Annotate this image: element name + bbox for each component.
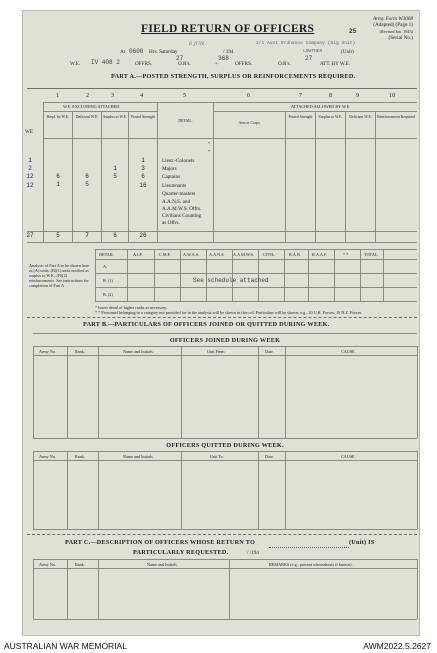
we-value-lt-col: 1 [28, 157, 32, 164]
strength-col-other: * * [343, 252, 349, 257]
table-rule [33, 529, 417, 530]
table-col-line [258, 346, 259, 438]
divider [27, 317, 417, 318]
posted-value-lieutenants: 16 [139, 181, 147, 189]
strength-col-cmf: C.M.F. [159, 252, 171, 257]
table-rule [27, 242, 417, 243]
ors2-value: 27 [305, 55, 313, 62]
quitted-col-date: Date. [265, 454, 274, 459]
rank-captains: Captains [162, 174, 181, 181]
rank-quarter-masters: Quarter-masters [162, 190, 196, 197]
part-c-col-name: Name and Initials. [147, 562, 178, 567]
rank-civilians: Civilians Counting [162, 213, 202, 220]
header-att-surplus: Surplus to W.E. [318, 115, 343, 119]
unit-label: (Unit) [341, 49, 354, 55]
table-rule [33, 333, 417, 334]
table-col-line [285, 451, 286, 529]
rank-lieut-colonels: Lieut.-Colonels [162, 158, 195, 164]
strength-detail-label: DETAIL [99, 252, 114, 257]
date-year: / 194 [223, 49, 234, 55]
we-value-captains: 12 [26, 173, 34, 181]
table-rule [33, 559, 417, 560]
col4-value-lieutenants: 5 [113, 173, 117, 181]
table-rule [95, 301, 417, 302]
form-reference [373, 16, 413, 41]
header-surplus-we: Surplus to W.E. [103, 115, 127, 119]
table-col-line [334, 249, 335, 301]
table-col-line [33, 451, 34, 529]
table-col-line [308, 249, 309, 301]
joined-col-cause: CAUSE. [341, 349, 356, 354]
footnote-1: * Insert detail of higher ranks as necessary. [95, 305, 168, 310]
part-b-title: PART B.—PARTICULARS OF OFFICERS JOINED OR QUITTED DURING WEEK. [83, 321, 330, 328]
header-deficient-we: Deficient W.E. [75, 115, 99, 119]
col-number-1: 1 [56, 92, 60, 99]
header-posted-strength: Posted Strength [131, 115, 155, 119]
table-rule [33, 619, 417, 620]
table-rule [43, 138, 417, 139]
joined-col-name: Name and Initials. [123, 349, 154, 354]
we-label: W.E. [70, 61, 81, 67]
table-col-line [417, 559, 418, 619]
quitted-title: OFFICERS QUITTED DURING WEEK. [166, 442, 284, 449]
part-c-col-remarks: REMARKS (e.g., present whereabouts if known). [269, 562, 353, 567]
rank-majors: Majors [162, 166, 177, 173]
rank-aamws: A.A.M.W.S. Offrs. [162, 206, 202, 213]
table-col-line [98, 451, 99, 529]
deficient-value-captains: 6 [56, 173, 60, 180]
part-c-unit-blank[interactable] [269, 547, 349, 548]
form-page [22, 10, 420, 636]
strength-row-b2: B. (2) [103, 292, 113, 297]
table-col-line [345, 111, 346, 242]
table-col-line [67, 559, 68, 619]
table-col-line [285, 111, 286, 242]
strength-col-total: TOTAL. [364, 252, 379, 257]
rank-as-offrs: as Offrs. [162, 220, 180, 227]
col-number-2: 2 [86, 92, 90, 99]
col-number-8: 8 [329, 92, 333, 99]
at-label: At [120, 49, 126, 55]
header-arm-or-corps: Arm or Corps. [238, 121, 261, 125]
col-number-7: 7 [299, 92, 303, 99]
offrs-value: 27 [176, 55, 184, 62]
col-number-10: 10 [389, 92, 396, 99]
table-col-line [33, 559, 34, 619]
header-detail: DETAIL. [178, 119, 193, 123]
table-col-line [128, 111, 129, 242]
table-col-line [67, 346, 68, 438]
col3-value-lieutenants: 5 [85, 181, 89, 189]
table-col-line [101, 111, 102, 242]
quitted-col-unit-to: Unit To. [210, 454, 224, 459]
strength-col-aif: A.I.F. [133, 252, 143, 257]
strength-col-aans: A.A.N.S. [209, 252, 225, 257]
quitted-col-name: Name and Initials. [123, 454, 154, 459]
strength-col-civil: CIVIL. [263, 252, 276, 257]
table-col-line [180, 249, 181, 301]
table-col-line [285, 346, 286, 438]
joined-col-army-no: Army No. [39, 349, 56, 354]
attached-allowed-header: ATTACHED ALLOWED BY W.E. [291, 104, 351, 109]
col-number-9: 9 [356, 92, 360, 99]
att-by-we-label: ATT. BY W.E. [320, 61, 351, 67]
table-rule [33, 346, 417, 347]
strength-row-b1: B. (1) [103, 278, 113, 283]
ors2-label: O.R's. [278, 61, 291, 67]
table-rule [43, 102, 417, 103]
table-col-line [375, 111, 376, 242]
part-c-unit-label: (Unit) IS [349, 539, 375, 546]
col3-value-captains: 6 [85, 173, 89, 180]
table-col-line [43, 102, 44, 242]
asterisk-marker: * [208, 141, 211, 146]
time-value: 0600 [129, 48, 144, 55]
we-margin-label: WE [25, 129, 34, 135]
table-rule [95, 273, 417, 274]
col4-value-majors: 1 [113, 165, 117, 172]
strength-col-awas: A.W.A.S. [183, 252, 200, 257]
table-col-line [206, 249, 207, 301]
table-col-line [258, 451, 259, 529]
form-ref-line-4: (Serial No.) [388, 34, 413, 41]
table-rule [33, 451, 417, 452]
col-number-5: 5 [183, 92, 187, 99]
date-handwritten: 6 JUN [189, 41, 205, 47]
table-rule [95, 259, 417, 260]
joined-title: OFFICERS JOINED DURING WEEK [169, 337, 281, 344]
divider [27, 534, 417, 535]
unit-stamp: 2/1 Aust Ordnance Company (Sig Unit) [256, 41, 356, 46]
footnote-2: * * Personnel belonging to a category not provided for in the analysis will be shown in this col. Particulars will be shown, e.g., 20 U.K. Forces, 10 N.Z. Forces. [95, 310, 363, 315]
analysis-note: Analysis of Part A to be shown here as (A) units, (B)(1) units notified as surplus to W.E., (B)(2) reinforcements. See instructions for completion of Part A [29, 263, 90, 288]
form-ref-line-3: (Revised Jan. 1943) [379, 28, 413, 34]
total-col-1: 5 [56, 232, 60, 239]
quitted-col-cause: CAUSE. [341, 454, 356, 459]
table-col-line [67, 451, 68, 529]
total-col-2: 7 [85, 232, 89, 239]
part-c-col-army-no: Army No. [39, 562, 56, 567]
deficient-value-lieutenants: 1 [56, 181, 60, 189]
col-number-4: 4 [140, 92, 144, 99]
col-number-3: 3 [111, 92, 115, 99]
quitted-col-army-no: Army No. [39, 454, 56, 459]
table-col-line [72, 111, 73, 242]
header-att-posted-strength: Posted Strength [288, 115, 313, 119]
part-c-title: PART C.—DESCRIPTION OF OFFICERS WHOSE RETURN TO [65, 539, 256, 546]
header-att-deficient: Deficient W.E. [349, 115, 372, 119]
table-col-line [154, 249, 155, 301]
total-we: 27 [26, 232, 34, 239]
table-col-line [98, 559, 99, 619]
table-rule [33, 568, 417, 569]
header-reqd-by-we: Reqd. by W.E. [46, 115, 70, 119]
form-ref-line-2: (Adapted) (Page 1) [373, 22, 413, 29]
offrs2-label: OFFRS. [235, 61, 253, 67]
footer-accession-number: AWM2022.5.2627 [363, 641, 431, 651]
asterisk-marker: * [208, 149, 211, 154]
strength-col-aamws: A.A.M.W.S. [233, 252, 254, 257]
quitted-col-rank: Rank. [75, 454, 85, 459]
table-col-line [417, 346, 418, 438]
we-excluding-header: W.E. EXCLUDING ATTACHED. [63, 104, 121, 109]
footer-institution: AUSTRALIAN WAR MEMORIAL [4, 641, 127, 651]
table-col-line [383, 249, 384, 301]
ors-label: O.R's. [178, 61, 191, 67]
part-c-particularly: PARTICULARLY REQUESTED. [133, 549, 229, 556]
col-number-6: 6 [247, 92, 251, 99]
table-col-line [417, 451, 418, 529]
table-col-line [258, 249, 259, 301]
table-rule [33, 355, 417, 356]
table-rule [95, 287, 417, 288]
posted-value-lt-col: 1 [141, 157, 145, 164]
table-col-line [127, 249, 128, 301]
divider [27, 88, 417, 89]
table-col-line [181, 346, 182, 438]
strength-col-ran: R.A.N. [289, 252, 301, 257]
hrs-label: Hrs. Saturday [149, 49, 178, 55]
we-value-majors: 2 [28, 165, 32, 173]
we-value: IV 408 2 [91, 59, 120, 66]
joined-col-unit-from: Unit From. [207, 349, 226, 354]
posted-value-captains: 6 [141, 173, 145, 181]
serial-number: 25 [349, 28, 357, 35]
total-col-3: 6 [113, 232, 117, 239]
posted-value-majors: 3 [141, 165, 145, 173]
form-title: FIELD RETURN OF OFFICERS [141, 23, 315, 35]
joined-col-rank: Rank. [75, 349, 85, 354]
table-col-line [360, 249, 361, 301]
rank-aans: A.A.N.S. and [162, 199, 191, 206]
joined-col-date: Date. [265, 349, 274, 354]
table-col-line [284, 249, 285, 301]
table-rule [43, 111, 157, 112]
table-col-line [315, 111, 316, 242]
part-c-col-rank: Rank. [75, 562, 85, 567]
offrs-label: OFFRS. [135, 61, 153, 67]
table-col-line [95, 249, 96, 301]
table-col-line [33, 346, 34, 438]
form-ref-line-1: Army Form W3008 [372, 16, 413, 22]
header-reinforcement: Reinforcement Required [377, 115, 415, 119]
table-rule [33, 438, 417, 439]
rank-lieutenants: Lieutenants [162, 182, 187, 189]
strength-col-raaf: R.A.A.F. [312, 252, 328, 257]
part-a-title: PART A.—POSTED STRENGTH, SURPLUS OR REINFORCEMENTS REQUIRED. [111, 73, 356, 80]
table-col-line [229, 559, 230, 619]
unit-location: LOWTHER [303, 49, 323, 54]
table-col-line [181, 451, 182, 529]
part-c-date: / /194 [247, 550, 259, 556]
table-rule [95, 249, 417, 250]
ors-value: 368 [218, 55, 229, 62]
total-col-4: 26 [139, 232, 147, 239]
strength-row-a: A. [103, 264, 108, 269]
table-col-line [98, 346, 99, 438]
see-schedule-attached: See schedule attached [193, 277, 269, 284]
we-value-lieutenants: 12 [26, 181, 34, 189]
table-rule [33, 460, 417, 461]
plus-sign: + [215, 61, 218, 67]
